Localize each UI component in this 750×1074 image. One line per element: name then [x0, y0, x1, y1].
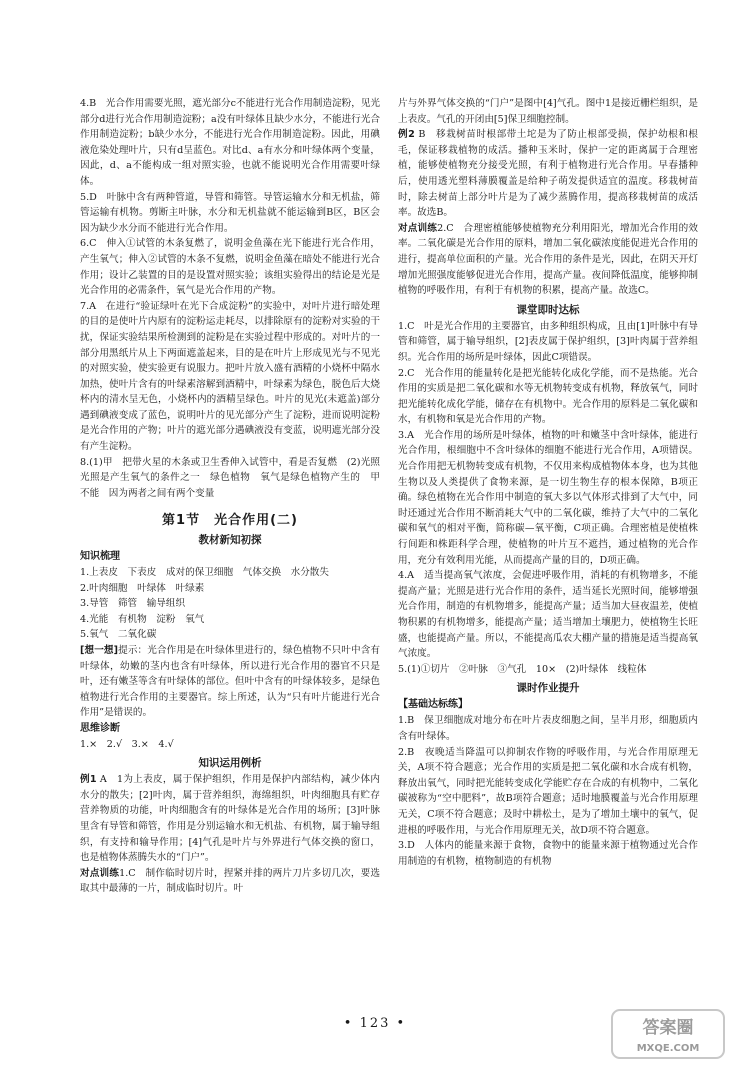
answer-item: 4.B 光合作用需要光照，遮光部分c不能进行光合作用制造淀粉，见光部分d进行光合作用制造淀粉；a没有叶绿体且缺少水分，不能进行光合作用制造淀粉；b缺少水分，不能进行光合作用制造淀粉。因此，用碘液危染处理叶片，只有d呈蓝色。对比d、a有水分和叶绿体两个变量，因此，d、a不能构成一组对照实验，也就不能说明光合作用需要叶绿体。: [80, 98, 380, 187]
homework-title: 课时作业提升: [516, 682, 580, 695]
training-2: [398, 221, 698, 299]
example-1-text: A 1为上表皮，属于保护组织，作用是保护内部结构，减少体内水分的散失；[2]叶肉，属于营养组织，海绵组织，叶肉细胞具有贮存营养物质的功能，叶肉细胞含有的叶绿体是光合作用的场所；[3]叶脉里含有导管和筛管，作用是分别运输水和无机盐、有机物，属于输导组织，有支持和输导作用；[4]气孔是叶片与外界进行气体交换的窗口，也是植物体蒸腾失水的“门户”。: [80, 774, 380, 864]
homework-item: 3.D 人体内的能量来源于食物，食物中的能量来源于植物通过光合作用制造的有机物，植物制造的有机物: [398, 840, 698, 867]
watermark-line1: 答案圈: [642, 1018, 694, 1038]
diagnosis-text: 1.× 2.√ 3.× 4.√: [80, 738, 174, 750]
answer-item: 5.D 叶脉中含有两种管道，导管和筛管。导管运输水分和无机盐，筛管运输有机物。剪断主叶脉，水分和无机盐就不能运输到B区，B区会因为缺少水分而不能进行光合作用。: [80, 191, 380, 234]
subsection-title: 教材新知初探: [198, 534, 262, 547]
watermark-line2: MXQE.COM: [636, 1043, 700, 1054]
application-title: 知识运用例析: [198, 757, 262, 770]
basic-label: 【基础达标练】: [398, 699, 468, 711]
training-1: [80, 866, 380, 897]
section-title: 第1节 光合作用(二): [162, 513, 298, 529]
class-item: 5.(1)①切片 ②叶脉 ③气孔 10× (2)叶绿体 线粒体: [398, 663, 647, 675]
knowledge-item: 3.导管 筛管 输导组织: [80, 598, 186, 610]
knowledge-label: 知识梳理: [80, 551, 120, 563]
example-1-label: 例1: [80, 774, 97, 786]
think-block: [80, 643, 380, 721]
left-column: [80, 96, 390, 897]
knowledge-item: 5.氧气 二氧化碳: [80, 629, 157, 641]
training-1-label: 对点训练: [80, 867, 120, 879]
class-item: 4.A 适当提高氧气浓度，会促进呼吸作用，消耗的有机物增多，不能提高产量；光照是进行光合作用的条件，适当延长光照时间，能够增强光合作用，制造的有机物增多，能提高产量；适当加大昼夜温差，使植物积累的有机物增多，能提高产量；适当增加土壤肥力，使植物生长旺盛，也能提高产量。所以，不能提高瓜农大棚产量的措施是适当提高氧气浓度。: [398, 570, 698, 660]
knowledge-item: 4.光能 有机物 淀粉 氧气: [80, 613, 205, 625]
homework-item: 2.B 夜晚适当降温可以抑制农作物的呼吸作用，与光合作用原理无关，A项不符合题意；光合作用的实质是把二氧化碳和水合成有机物，释放出氧气，同时把光能转变成化学能贮存在合成的有机物中，二氧化碳被称为“空中肥料”，故B项符合题意；适时地膜覆盖与光合作用原理无关，C项不符合题意；及时中耕松土，是为了增加土壤中的氧气，促进根的呼吸作用，与光合作用原理无关，故D项不符合题意。: [398, 746, 698, 836]
answer-item: 7.A 在进行“验证绿叶在光下合成淀粉”的实验中，对叶片进行暗处理的目的是使叶片内原有的淀粉运走耗尽，以排除原有的淀粉对实验的干扰，保证实验结果所检测到的淀粉是在实验过程中形成的。对叶片的一部分用黑纸片从上下两面遮盖起来，目的是在叶片上形成见光与不见光的对照实验，使实验更有说服力。把叶片放入盛有酒精的小烧杯中隔水加热，使叶片含有的叶绿素溶解到酒精中，叶绿素为绿色，脱色后大烧杯内的清水呈无色，小烧杯内的酒精呈绿色。叶片的见光(未遮盖)部分遇到碘液变成了蓝色，说明叶片的见光部分产生了淀粉，进而说明淀粉是光合作用的产物；叶片的遮光部分遇碘液没有变蓝，说明遮光部分没有产生淀粉。: [80, 300, 380, 453]
answer-item: 6.C 伸入①试管的木条复燃了，说明金鱼藻在光下能进行光合作用，产生氧气；伸入②试管的木条不复燃，说明金鱼藻在暗处不能进行光合作用；设计乙装置的目的是设置对照实验；该组实验得出的结论是光是光合作用的必需条件，氧气是光合作用的产物。: [80, 238, 380, 297]
knowledge-item: 2.叶肉细胞 叶绿体 叶绿素: [80, 582, 205, 594]
right-column: [398, 96, 698, 869]
watermark-logo-icon: [608, 1006, 728, 1062]
homework-item: 1.B 保卫细胞成对地分布在叶片表皮细胞之间，呈半月形，细胞质内含有叶绿体。: [398, 715, 698, 742]
class-item: 2.C 光合作用的能量转化是把光能转化成化学能，而不是热能。光合作用的实质是把二氧化碳和水等无机物转变成有机物，释放氧气，同时把光能转化成化学能，储存在有机物中。光合作用的原料是二氧化碳和水，有机物和氧是光合作用的产物。: [398, 367, 698, 426]
training-1-text: 1.C 制作临时切片时，捏紧并排的两片刀片多切几次，要选取其中最薄的一片，制成临时切片。叶: [80, 867, 380, 895]
example-2-label: 例2: [398, 129, 415, 141]
class-item: 3.A 光合作用的场所是叶绿体，植物的叶和嫩茎中含叶绿体，能进行光合作用，根细胞中不含叶绿体的细胞不能进行光合作用，A项错误。光合作用把无机物转变成有机物，不仅用来构成植物体本身，也为其他生物以及人类提供了食物来源，是一切生物生存的根本保障，B项正确。绿色植物在光合作用中制造的氧大多以气体形式排到了大气中，同时还通过光合作用不断消耗大气中的二氧化碳，维持了大气中的二氧化碳和氧气的相对平衡，简称碳—氧平衡，C项正确。合理密植是使植株行间距和株距科学合理，使植物的叶片互不遮挡，通过植物的光合作用，充分有效利用光能，从而提高产量的目的，D项正确。: [398, 429, 698, 566]
training-2-label: 对点训练: [398, 222, 438, 234]
knowledge-item: 1.上表皮 下表皮 成对的保卫细胞 气体交换 水分散失: [80, 567, 329, 579]
training-2-text: 2.C 合理密植能够使植物充分利用阳光，增加光合作用的效率。二氧化碳是光合作用的原料，增加二氧化碳浓度能促进光合作用的进行，提高单位面积的产量。光合作用的条件是光，因此，在阴天开灯增加光照强度能够促进光合作用，提高产量。夜间降低温度，能够抑制植物的呼吸作用，有利于有机物的积累，提高产量。故选C。: [398, 222, 698, 297]
think-label: [想一想]: [80, 645, 118, 656]
page-number: • 123 •: [343, 1016, 407, 1031]
class-title: 课堂即时达标: [516, 303, 580, 316]
diagnosis-label: 思维诊断: [80, 722, 120, 734]
example-2-text: B 移栽树苗时根部带土坨是为了防止根部受损，保护幼根和根毛，保证移栽植物的成活。播种玉米时，保护一定的距离属于合理密植，能够使植物充分接受光照，有利于植物进行光合作用。早春播种后，使用透光塑料薄膜覆盖是给种子萌发提供适宜的温度。移栽树苗时，除去树苗上部分叶片是为了减少蒸腾作用，提高移栽树苗的成活率。故选B。: [398, 129, 698, 219]
class-item: 1.C 叶是光合作用的主要器官，由多种组织构成，且由[1]叶脉中有导管和筛管，属于输导组织，[2]表皮属于保护组织，[3]叶肉属于营养组织。光合作用的场所是叶绿体，因此C项错误。: [398, 320, 698, 363]
think-text: 提示：光合作用是在叶绿体里进行的，绿色植物不只叶中含有叶绿体，幼嫩的茎内也含有叶绿体，所以进行光合作用的器官不只是叶，还有嫩茎等含有叶绿体的部位。但叶中含有的叶绿体较多，是绿色植物进行光合作用的主要器官。综上所述，认为“只有叶片能进行光合作用”是错误的。: [80, 645, 380, 719]
example-2: [398, 127, 698, 221]
continuation-text: 片与外界气体交换的“门户”是图中[4]气孔。图中1是接近栅栏组织，是上表皮。气孔的开闭由[5]保卫细胞控制。: [398, 98, 698, 125]
example-1: [80, 772, 380, 866]
answer-item: 8.(1)甲 把带火星的木条或卫生香伸入试管中，看是否复燃 (2)光照 光照是产生氧气的条件之一 绿色植物 氧气是绿色植物产生的 甲 不能 因为两者之间有两个变量: [80, 456, 390, 499]
